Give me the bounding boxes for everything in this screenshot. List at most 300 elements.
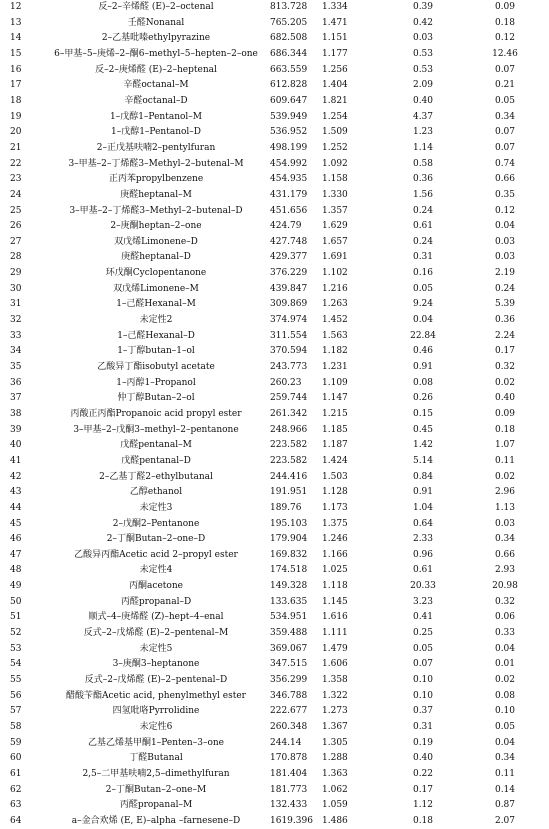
row-number: 48 — [10, 565, 22, 576]
compound-name: 2,5–二甲基呋喃2,5–dimethylfuran — [82, 768, 230, 779]
value-a: 0.04 — [412, 315, 434, 325]
row-number: 64 — [10, 815, 22, 826]
retention-index: 454.935 — [270, 174, 308, 185]
drift-time: 1.657 — [322, 236, 348, 247]
table-row — [0, 219, 549, 234]
table-row — [0, 313, 549, 328]
value-b: 0.08 — [494, 690, 516, 701]
value-b: 2.93 — [494, 565, 516, 576]
row-number: 24 — [10, 189, 22, 200]
table-row — [0, 517, 549, 532]
value-a: 0.07 — [412, 659, 434, 670]
compound-name: 1–戊醇1–Pentanol–M — [109, 111, 203, 122]
value-a: 0.46 — [412, 346, 434, 357]
retention-index: 374.974 — [270, 315, 308, 325]
row-number: 53 — [10, 643, 22, 654]
row-number: 18 — [10, 95, 22, 106]
table-row — [0, 783, 549, 798]
value-b: 0.12 — [494, 33, 516, 44]
value-b: 0.05 — [494, 721, 516, 732]
retention-index: 439.847 — [270, 283, 308, 294]
compound-name: 戊醛pentanal–M — [120, 440, 192, 451]
table-row — [0, 329, 549, 344]
table-row — [0, 376, 549, 391]
retention-index: 765.205 — [270, 17, 308, 28]
value-b: 2.24 — [494, 330, 516, 341]
drift-time: 1.109 — [322, 377, 348, 388]
retention-index: 431.179 — [270, 189, 308, 200]
value-b: 0.11 — [494, 455, 516, 466]
drift-time: 1.158 — [322, 174, 348, 185]
drift-time: 1.629 — [322, 221, 348, 232]
drift-time: 1.246 — [322, 534, 348, 545]
retention-index: 244.14 — [270, 737, 302, 748]
drift-time: 1.334 — [322, 2, 348, 12]
compound-name: 丙醛propanal–D — [120, 596, 192, 607]
table-row — [0, 172, 549, 187]
value-a: 0.19 — [412, 737, 434, 748]
drift-time: 1.263 — [322, 299, 348, 310]
retention-index: 534.951 — [270, 612, 308, 623]
row-number: 27 — [10, 236, 22, 247]
value-b: 0.18 — [494, 424, 516, 435]
compound-name: 正丙苯propylbenzene — [108, 174, 204, 185]
value-b: 0.07 — [494, 64, 516, 75]
retention-index: 248.966 — [270, 424, 308, 435]
retention-index: 663.559 — [270, 64, 308, 75]
row-number: 39 — [10, 424, 22, 435]
compound-name: 壬醛Nonanal — [127, 17, 185, 28]
retention-index: 189.76 — [270, 502, 302, 513]
value-b: 0.35 — [494, 189, 516, 200]
table-row — [0, 31, 549, 46]
retention-index: 612.828 — [270, 80, 308, 91]
row-number: 56 — [10, 690, 22, 701]
value-a: 0.24 — [412, 205, 434, 216]
table-row — [0, 235, 549, 250]
compound-name: 双戊烯Limonene–M — [113, 283, 199, 294]
compound-name: 四氢吡咯Pyrrolidine — [112, 706, 200, 717]
compound-name: 1–戊醇1–Pentanol–D — [110, 127, 202, 138]
drift-time: 1.358 — [322, 675, 348, 685]
table-row — [0, 391, 549, 406]
table-row — [0, 125, 549, 140]
row-number: 19 — [10, 111, 22, 122]
drift-time: 1.252 — [322, 142, 348, 153]
row-number: 47 — [10, 549, 22, 560]
retention-index: 359.488 — [270, 628, 308, 638]
table-row — [0, 736, 549, 751]
value-b: 5.39 — [494, 299, 516, 310]
compound-name: 1–丁醇butan–1–ol — [117, 346, 195, 357]
compound-name: 2–正戊基呋喃2–pentylfuran — [96, 142, 216, 153]
table-row — [0, 548, 549, 563]
row-number: 49 — [10, 581, 22, 592]
table-row — [0, 501, 549, 516]
compound-name: 未定性6 — [139, 721, 173, 732]
table-row — [0, 0, 549, 15]
row-number: 33 — [10, 330, 22, 341]
value-b: 0.34 — [494, 111, 516, 122]
compound-name: 反–2–庚烯醛 (E)–2–heptenal — [95, 64, 217, 75]
value-b: 2.96 — [494, 487, 516, 498]
retention-index: 427.748 — [270, 236, 308, 247]
table-row — [0, 595, 549, 610]
compound-name: 醋酸苄酯Acetic acid, phenylmethyl ester — [66, 690, 246, 701]
retention-index: 1619.396 — [270, 815, 313, 826]
compound-name: 未定性2 — [139, 315, 173, 325]
table-row — [0, 454, 549, 469]
table-row — [0, 360, 549, 375]
row-number: 40 — [10, 440, 22, 451]
retention-index: 686.344 — [270, 49, 308, 59]
table-row — [0, 689, 549, 704]
value-a: 0.37 — [412, 706, 434, 717]
drift-time: 1.128 — [322, 487, 348, 498]
drift-time: 1.062 — [322, 784, 348, 795]
table-row — [0, 407, 549, 422]
retention-index: 376.229 — [270, 268, 308, 279]
compound-name: 仲丁醇Butan–2–ol — [117, 393, 195, 404]
drift-time: 1.691 — [322, 252, 348, 263]
compound-name: 辛醛octanal–M — [123, 80, 189, 91]
compound-name: 6–甲基–5–庚烯–2–酮6–methyl–5–hepten–2–one — [54, 49, 258, 59]
row-number: 30 — [10, 283, 22, 294]
table-row — [0, 673, 549, 688]
row-number: 12 — [10, 2, 22, 12]
row-number: 21 — [10, 142, 22, 153]
row-number: 61 — [10, 768, 22, 779]
value-a: 0.08 — [412, 377, 434, 388]
drift-time: 1.185 — [322, 424, 348, 435]
value-a: 0.10 — [412, 675, 434, 685]
drift-time: 1.288 — [322, 753, 348, 764]
drift-time: 1.215 — [322, 408, 348, 419]
compound-name: 双戊烯Limonene–D — [114, 236, 198, 247]
compound-name: 乙基乙烯基甲酮1–Penten–3–one — [87, 737, 224, 748]
value-a: 0.10 — [412, 690, 434, 701]
compound-name: 庚醛heptanal–D — [121, 252, 191, 263]
compound-name: 乙酸异丙酯Acetic acid 2–propyl ester — [74, 549, 238, 560]
value-b: 0.09 — [494, 408, 516, 419]
table-row — [0, 282, 549, 297]
value-a: 1.56 — [412, 189, 434, 200]
retention-index: 132.433 — [270, 800, 308, 811]
compound-name: 反式–2–戊烯醛 (E)–2–pentenal–M — [83, 628, 229, 638]
row-number: 16 — [10, 64, 22, 75]
retention-index: 169.832 — [270, 549, 308, 560]
drift-time: 1.616 — [322, 612, 348, 623]
row-number: 58 — [10, 721, 22, 732]
drift-time: 1.145 — [322, 596, 348, 607]
value-b: 1.13 — [494, 502, 516, 513]
drift-time: 1.305 — [322, 737, 348, 748]
value-a: 0.41 — [412, 612, 434, 623]
value-b: 0.12 — [494, 205, 516, 216]
drift-time: 1.173 — [322, 502, 348, 513]
retention-index: 536.952 — [270, 127, 308, 138]
value-a: 0.31 — [412, 721, 434, 732]
value-b: 2.07 — [494, 815, 516, 826]
drift-time: 1.147 — [322, 393, 348, 404]
compound-name: 1–丙醇1–Propanol — [116, 377, 196, 388]
retention-index: 498.199 — [270, 142, 308, 153]
value-a: 0.31 — [412, 252, 434, 263]
compound-name: 2–丁酮Butan–2–one–D — [106, 534, 206, 545]
retention-index: 346.788 — [270, 690, 308, 701]
value-a: 0.40 — [412, 95, 434, 106]
compound-name: 庚醛heptanal–M — [120, 189, 192, 200]
compound-name: 2–乙基丁醛2–ethylbutanal — [99, 471, 213, 482]
compound-name: 1–己醛Hexanal–M — [116, 299, 196, 310]
value-a: 0.18 — [412, 815, 434, 826]
drift-time: 1.367 — [322, 721, 348, 732]
row-number: 31 — [10, 299, 22, 310]
value-a: 0.58 — [412, 158, 434, 169]
compound-name: 3–甲基–2–丁烯醛3–Methyl–2–butenal–D — [69, 205, 243, 216]
compound-name: 环戊酮Cyclopentanone — [105, 268, 207, 279]
value-a: 0.22 — [412, 768, 434, 779]
value-a: 0.24 — [412, 236, 434, 247]
row-number: 35 — [10, 361, 22, 372]
drift-time: 1.187 — [322, 440, 348, 451]
value-a: 0.84 — [412, 471, 434, 482]
row-number: 42 — [10, 471, 22, 482]
value-b: 0.05 — [494, 95, 516, 106]
retention-index: 609.647 — [270, 95, 308, 106]
table-row — [0, 798, 549, 813]
table-row — [0, 297, 549, 312]
table-row — [0, 751, 549, 766]
value-b: 12.46 — [492, 49, 518, 59]
row-number: 26 — [10, 221, 22, 232]
row-number: 20 — [10, 127, 22, 138]
retention-index: 356.299 — [270, 675, 308, 685]
value-b: 0.87 — [494, 800, 516, 811]
value-a: 1.23 — [412, 127, 434, 138]
value-b: 0.04 — [494, 221, 516, 232]
row-number: 38 — [10, 408, 22, 419]
value-b: 0.02 — [494, 377, 516, 388]
row-number: 15 — [10, 49, 22, 59]
retention-index: 454.992 — [270, 158, 308, 169]
value-a: 0.40 — [412, 753, 434, 764]
retention-index: 260.348 — [270, 721, 308, 732]
table-row — [0, 188, 549, 203]
retention-index: 369.067 — [270, 643, 308, 654]
value-a: 1.04 — [412, 502, 434, 513]
value-b: 0.07 — [494, 142, 516, 153]
value-b: 0.02 — [494, 675, 516, 685]
drift-time: 1.166 — [322, 549, 348, 560]
value-a: 0.53 — [412, 64, 434, 75]
drift-time: 1.231 — [322, 361, 348, 372]
drift-time: 1.606 — [322, 659, 348, 670]
row-number: 45 — [10, 518, 22, 529]
row-number: 34 — [10, 346, 22, 357]
retention-index: 191.951 — [270, 487, 308, 498]
value-a: 1.14 — [412, 142, 434, 153]
value-a: 22.84 — [410, 330, 436, 341]
compound-name: 戊醛pentanal–D — [121, 455, 191, 466]
retention-index: 347.515 — [270, 659, 308, 670]
value-a: 0.17 — [412, 784, 434, 795]
drift-time: 1.479 — [322, 643, 348, 654]
retention-index: 223.582 — [270, 455, 308, 466]
value-b: 0.01 — [494, 659, 516, 670]
retention-index: 223.582 — [270, 440, 308, 451]
compound-name: 3–甲基–2–戊酮3–methyl–2–pentanone — [73, 424, 239, 435]
value-b: 0.03 — [494, 236, 516, 247]
table-row — [0, 485, 549, 500]
table-row — [0, 344, 549, 359]
table-row — [0, 814, 549, 829]
retention-index: 133.635 — [270, 596, 308, 607]
value-b: 0.34 — [494, 753, 516, 764]
row-number: 54 — [10, 659, 22, 670]
value-b: 0.07 — [494, 127, 516, 138]
row-number: 46 — [10, 534, 22, 545]
retention-index: 195.103 — [270, 518, 308, 529]
value-b: 0.21 — [494, 80, 516, 91]
compound-name: 丁醛Butanal — [129, 753, 183, 764]
value-a: 20.33 — [410, 581, 436, 592]
value-b: 0.34 — [494, 534, 516, 545]
compound-name: 丙醛propanal–M — [119, 800, 193, 811]
table-row — [0, 266, 549, 281]
retention-index: 813.728 — [270, 2, 308, 12]
compound-name: 3–甲基–2–丁烯醛3–Methyl–2–butenal–M — [68, 158, 244, 169]
value-b: 0.14 — [494, 784, 516, 795]
value-a: 0.64 — [412, 518, 434, 529]
row-number: 51 — [10, 612, 22, 623]
retention-index: 149.328 — [270, 581, 308, 592]
value-a: 4.37 — [412, 111, 434, 122]
row-number: 23 — [10, 174, 22, 185]
value-b: 0.06 — [494, 612, 516, 623]
value-a: 5.14 — [412, 455, 434, 466]
value-a: 1.42 — [412, 440, 434, 451]
value-b: 0.03 — [494, 518, 516, 529]
retention-index: 682.508 — [270, 33, 308, 44]
retention-index: 181.404 — [270, 768, 308, 779]
row-number: 22 — [10, 158, 22, 169]
retention-index: 243.773 — [270, 361, 308, 372]
compound-name: 乙酸异丁酯isobutyl acetate — [97, 361, 215, 372]
table-row — [0, 63, 549, 78]
value-b: 2.19 — [494, 268, 516, 279]
value-b: 0.17 — [494, 346, 516, 357]
compound-name: 1–己醛Hexanal–D — [117, 330, 195, 341]
value-b: 1.07 — [494, 440, 516, 451]
compound-name: 反–2–辛烯醛 (E)–2–octenal — [98, 2, 214, 12]
value-a: 1.12 — [412, 800, 434, 811]
retention-index: 539.949 — [270, 111, 308, 122]
drift-time: 1.216 — [322, 283, 348, 294]
table-row — [0, 642, 549, 657]
compound-name: 乙醇ethanol — [129, 487, 183, 498]
compound-name: 2–戊酮2–Pentanone — [112, 518, 200, 529]
drift-time: 1.486 — [322, 815, 348, 826]
retention-index: 429.377 — [270, 252, 308, 263]
value-a: 0.15 — [412, 408, 434, 419]
drift-time: 1.118 — [322, 581, 348, 592]
value-b: 0.09 — [494, 2, 516, 12]
row-number: 60 — [10, 753, 22, 764]
row-number: 57 — [10, 706, 22, 717]
table-row — [0, 423, 549, 438]
compound-name: 未定性4 — [139, 565, 173, 576]
value-b: 0.02 — [494, 471, 516, 482]
compound-name: 2–庚酮heptan–2–one — [110, 221, 202, 232]
value-b: 0.40 — [494, 393, 516, 404]
drift-time: 1.151 — [322, 33, 348, 44]
table-row — [0, 563, 549, 578]
value-a: 0.61 — [412, 565, 434, 576]
retention-index: 261.342 — [270, 408, 308, 419]
table-row — [0, 626, 549, 641]
value-b: 0.04 — [494, 737, 516, 748]
compound-name: 2–丁酮Butan–2–one–M — [105, 784, 207, 795]
value-b: 20.98 — [492, 581, 518, 592]
value-a: 0.39 — [412, 2, 434, 12]
value-a: 2.09 — [412, 80, 434, 91]
row-number: 63 — [10, 800, 22, 811]
retention-index: 424.79 — [270, 221, 302, 232]
value-a: 0.36 — [412, 174, 434, 185]
row-number: 25 — [10, 205, 22, 216]
value-a: 0.05 — [412, 283, 434, 294]
drift-time: 1.471 — [322, 17, 348, 28]
table-row — [0, 579, 549, 594]
value-b: 0.36 — [494, 315, 516, 325]
row-number: 59 — [10, 737, 22, 748]
table-row — [0, 94, 549, 109]
table-row — [0, 470, 549, 485]
drift-time: 1.821 — [322, 95, 348, 106]
table-row — [0, 157, 549, 172]
drift-time: 1.509 — [322, 127, 348, 138]
value-b: 0.11 — [494, 768, 516, 779]
value-a: 0.16 — [412, 268, 434, 279]
row-number: 52 — [10, 628, 22, 638]
value-b: 0.33 — [494, 628, 516, 638]
retention-index: 179.904 — [270, 534, 308, 545]
table-row — [0, 110, 549, 125]
row-number: 41 — [10, 455, 22, 466]
drift-time: 1.254 — [322, 111, 348, 122]
retention-index: 311.554 — [270, 330, 308, 341]
value-b: 0.03 — [494, 252, 516, 263]
table-row — [0, 438, 549, 453]
table-row — [0, 204, 549, 219]
retention-index: 259.744 — [270, 393, 308, 404]
retention-index: 260.23 — [270, 377, 302, 388]
table-row — [0, 720, 549, 735]
value-a: 0.91 — [412, 361, 434, 372]
value-b: 0.32 — [494, 361, 516, 372]
drift-time: 1.092 — [322, 158, 348, 169]
value-b: 0.66 — [494, 549, 516, 560]
value-a: 0.03 — [412, 33, 434, 44]
value-b: 0.24 — [494, 283, 516, 294]
table-row — [0, 532, 549, 547]
drift-time: 1.404 — [322, 80, 348, 91]
retention-index: 309.869 — [270, 299, 308, 310]
table-row — [0, 610, 549, 625]
value-b: 0.18 — [494, 17, 516, 28]
compound-name: 反式–2–戊烯醛 (E)–2–pentenal–D — [84, 675, 228, 685]
